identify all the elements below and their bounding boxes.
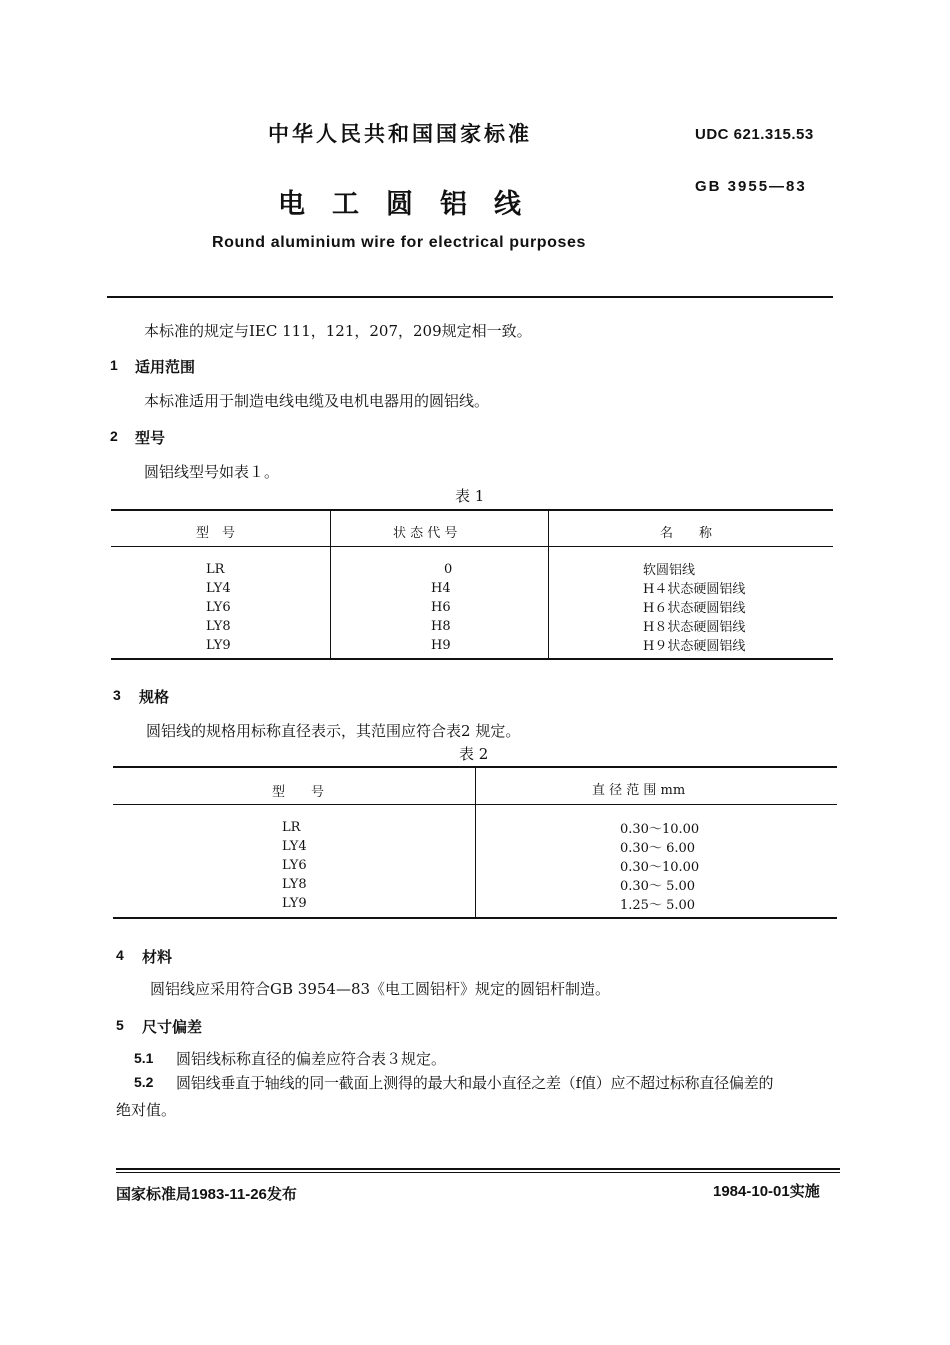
table1-header-cell: 型 号 (196, 526, 236, 541)
document-subtitle: Round aluminium wire for electrical purposes (212, 234, 587, 251)
table2-cell: LY6 (282, 858, 307, 873)
section-text: 圆铝线的规格用标称直径表示，其范围应符合表2 规定。 (146, 722, 521, 740)
section-title: 型号 (135, 429, 166, 447)
section-number: 4 (116, 947, 124, 963)
table2-cell: LY9 (282, 896, 307, 911)
clause-number: 5.1 (134, 1050, 154, 1066)
table2-header-cell: 型 号 (272, 785, 325, 800)
table2-cell: 0.30～ 5.00 (620, 879, 696, 894)
table1-cell: LY9 (206, 638, 231, 653)
table1-col-divider (330, 510, 331, 659)
effective-date: 1984-10-01实施 (713, 1183, 820, 1200)
header-rule (107, 296, 833, 298)
table1-header-cell: 名 称 (660, 526, 713, 541)
table1-cell: H４状态硬圆铝线 (643, 582, 746, 597)
table1-cell: H8 (431, 619, 451, 634)
table2-cell: 0.30～10.00 (620, 822, 700, 837)
table1-cell: LY8 (206, 619, 231, 634)
section-text: 圆铝线应采用符合GB 3954—83《电工圆铝杆》规定的圆铝杆制造。 (150, 980, 611, 998)
standard-name: 中华人民共和国国家标准 (268, 121, 532, 146)
table1-cell: H9 (431, 638, 451, 653)
table2-caption: 表 2 (459, 745, 489, 763)
table2-col-divider (475, 767, 476, 918)
table1-cell: LY6 (206, 600, 231, 615)
table2-cell: LY4 (282, 839, 307, 854)
section-title: 规格 (139, 688, 170, 706)
table1-header-cell: 状 态 代 号 (393, 526, 458, 541)
table2-header-cell: 直 径 范 围 mm (592, 783, 686, 798)
section-text: 本标准适用于制造电线电缆及电机电器用的圆铝线。 (144, 392, 490, 410)
section-title: 尺寸偏差 (142, 1018, 203, 1036)
clause-number: 5.2 (134, 1074, 154, 1090)
table1-cell: H4 (431, 581, 451, 596)
section-number: 2 (110, 428, 118, 444)
table1-cell: 0 (444, 562, 453, 577)
table1-cell: 软圆铝线 (643, 563, 696, 578)
table1-cell: H6 (431, 600, 451, 615)
section-number: 5 (116, 1017, 124, 1033)
issue-date: 国家标准局1983-11-26发布 (116, 1186, 297, 1203)
section-title: 材料 (142, 948, 173, 966)
clause-text-continued: 绝对值。 (116, 1101, 177, 1119)
table1-cell: LY4 (206, 581, 231, 596)
table1-cell: H９状态硬圆铝线 (643, 639, 746, 654)
clause-text: 圆铝线标称直径的偏差应符合表３规定。 (176, 1050, 447, 1068)
table1-cell: H６状态硬圆铝线 (643, 601, 746, 616)
table1-col-divider (548, 510, 549, 659)
section-text: 圆铝线型号如表１。 (144, 463, 280, 481)
intro-text: 本标准的规定与IEC 111，121，207，209规定相一致。 (144, 322, 532, 340)
footer-rule-thin (116, 1172, 840, 1173)
table1-cell: LR (206, 562, 225, 577)
gb-code: GB 3955—83 (695, 178, 807, 195)
document-title: 电工圆铝线 (278, 189, 548, 220)
footer-rule (116, 1168, 840, 1170)
section-number: 3 (113, 687, 121, 703)
table2-cell: LY8 (282, 877, 307, 892)
table1-top-rule (111, 509, 833, 511)
table2-cell: 0.30～10.00 (620, 860, 700, 875)
section-title: 适用范围 (135, 358, 196, 376)
clause-text: 圆铝线垂直于轴线的同一截面上测得的最大和最小直径之差（f值）应不超过标称直径偏差的 (176, 1074, 774, 1092)
table1-bottom-rule (111, 658, 833, 660)
udc-code: UDC 621.315.53 (695, 126, 814, 143)
table1-header-rule (111, 546, 833, 547)
section-number: 1 (110, 357, 118, 373)
table2-cell: 0.30～ 6.00 (620, 841, 696, 856)
table2-cell: 1.25～ 5.00 (620, 898, 696, 913)
table2-cell: LR (282, 820, 301, 835)
table1-cell: H８状态硬圆铝线 (643, 620, 746, 635)
table1-caption: 表 1 (455, 487, 485, 505)
